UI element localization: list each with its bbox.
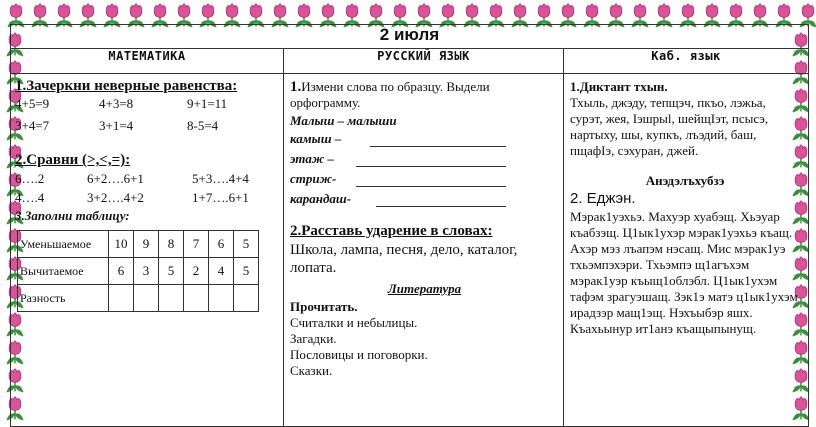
read-item: Считалки и небылицы. bbox=[290, 315, 418, 330]
comparison: 4….4 bbox=[15, 190, 45, 205]
equation: 3+1=4 bbox=[99, 118, 134, 133]
table-cell-empty[interactable] bbox=[209, 285, 234, 312]
table-cell: 7 bbox=[184, 231, 209, 258]
russian-task1-number: 1. bbox=[290, 79, 302, 95]
equation: 9+1=11 bbox=[187, 96, 228, 111]
math-task2-row-2 bbox=[15, 190, 279, 206]
exercise-line bbox=[290, 171, 559, 187]
answer-blank[interactable] bbox=[356, 155, 506, 167]
column-header-kab: Каб. язык bbox=[564, 49, 809, 74]
comparison: 6….2 bbox=[15, 171, 45, 186]
table-cell: 2 bbox=[184, 258, 209, 285]
kab-task1-text: Тхыль, джэду, тепщэч, пкъо, лэжьа, сурэт, жея, Iэшрыl, шейщIэт, псысэ, нартыху, шы, купкъ, лъэдий, баш, пщафIэ, сэхуран, джей. bbox=[570, 95, 769, 158]
table-cell: 9 bbox=[134, 231, 159, 258]
kab-task2-text: Мэрак1уэхьэ. Махуэр хуабэщ. Хьэуар къабзэщ. Ц1ык1ухэр мэрак1уэхьэ къащ. Ахэр мэз лъапэм нэсащ. Мис мэрак1уэ тхьэмпэхэри. Тхьэмпэ щ1агъхэм мэрак1уэр къыщ1облэбл. Ц1ык1ухэм тафэм зрагуэшащ. Зэк1э матэ ц1ык1ухэм ирадзэр мащ1эщ. Нэхъыбэр яшх. Къахьынур ит1анэ къащыпынущ. bbox=[570, 209, 798, 336]
comparison: 3+2….4+2 bbox=[87, 190, 144, 205]
kab-task2-title: 2. Еджэн. bbox=[570, 190, 636, 207]
equation: 4+3=8 bbox=[99, 96, 134, 111]
math-task2-row-1 bbox=[15, 171, 279, 187]
table-cell: 10 bbox=[109, 231, 134, 258]
exercise-line bbox=[290, 191, 559, 207]
russian-task2-text: Школа, лампа, песня, дело, каталог, лопата. bbox=[290, 242, 518, 276]
fill-table bbox=[17, 230, 259, 312]
russian-task1-text: Измени слова по образцу. Выдели орфограмму. bbox=[290, 79, 490, 110]
date-heading: 2 июля bbox=[11, 25, 809, 49]
math-column bbox=[11, 74, 283, 314]
math-task1-row-2 bbox=[15, 118, 279, 134]
read-item: Загадки. bbox=[290, 331, 337, 346]
exercise-word: камыш – bbox=[290, 131, 342, 146]
table-cell-empty[interactable] bbox=[134, 285, 159, 312]
russian-task1 bbox=[290, 79, 559, 111]
equation: 8-5=4 bbox=[187, 118, 219, 133]
exercise-line bbox=[290, 151, 559, 167]
schedule-table bbox=[10, 24, 809, 427]
kab-subtitle: Анэдэлъхубзэ bbox=[645, 173, 725, 188]
comparison: 1+7….6+1 bbox=[192, 190, 249, 205]
comparison: 6+2….6+1 bbox=[87, 171, 144, 186]
russian-column bbox=[284, 74, 563, 381]
math-task2-title: 2.Сравни (>,<,=): bbox=[15, 152, 131, 168]
math-task1-row-1 bbox=[15, 96, 279, 112]
equation: 4+5=9 bbox=[15, 96, 50, 111]
math-task1-title: 1.Зачеркни неверные равенства: bbox=[15, 78, 238, 94]
table-row bbox=[18, 258, 259, 285]
table-label: Вычитаемое bbox=[18, 258, 109, 285]
table-cell-empty[interactable] bbox=[109, 285, 134, 312]
answer-blank[interactable] bbox=[376, 195, 506, 207]
equation: 3+4=7 bbox=[15, 118, 50, 133]
schedule-sheet bbox=[10, 24, 808, 426]
russian-task2-title: 2.Расставь ударение в словах: bbox=[290, 223, 493, 239]
answer-blank[interactable] bbox=[356, 175, 506, 187]
column-header-math: МАТЕМАТИКА bbox=[11, 49, 284, 74]
table-cell: 6 bbox=[109, 258, 134, 285]
exercise-word: этаж – bbox=[290, 151, 334, 166]
column-header-russian: РУССКИЙ ЯЗЫК bbox=[284, 49, 564, 74]
table-cell: 3 bbox=[134, 258, 159, 285]
table-label: Уменьшаемое bbox=[18, 231, 109, 258]
math-task3-title: 3.Заполни таблицу: bbox=[15, 208, 130, 223]
read-item: Пословицы и поговорки. bbox=[290, 347, 428, 362]
comparison: 5+3….4+4 bbox=[192, 171, 249, 186]
table-cell-empty[interactable] bbox=[159, 285, 184, 312]
russian-example: Малыш – малыши bbox=[290, 113, 397, 128]
exercise-line bbox=[290, 131, 559, 147]
table-cell: 6 bbox=[209, 231, 234, 258]
table-cell: 5 bbox=[234, 231, 259, 258]
table-cell: 5 bbox=[234, 258, 259, 285]
kab-task1-title: 1.Диктант тхын. bbox=[570, 79, 668, 94]
table-row bbox=[18, 231, 259, 258]
read-item: Сказки. bbox=[290, 363, 333, 378]
table-cell: 8 bbox=[159, 231, 184, 258]
table-cell-empty[interactable] bbox=[234, 285, 259, 312]
exercise-word: стриж- bbox=[290, 171, 337, 186]
exercise-word: карандаш- bbox=[290, 191, 352, 206]
table-cell-empty[interactable] bbox=[184, 285, 209, 312]
literature-heading: Литература bbox=[387, 281, 462, 296]
answer-blank[interactable] bbox=[370, 135, 506, 147]
table-cell: 4 bbox=[209, 258, 234, 285]
table-cell: 5 bbox=[159, 258, 184, 285]
table-label: Разность bbox=[18, 285, 109, 312]
table-row bbox=[18, 285, 259, 312]
read-heading: Прочитать. bbox=[290, 299, 358, 314]
kab-column bbox=[564, 74, 808, 339]
